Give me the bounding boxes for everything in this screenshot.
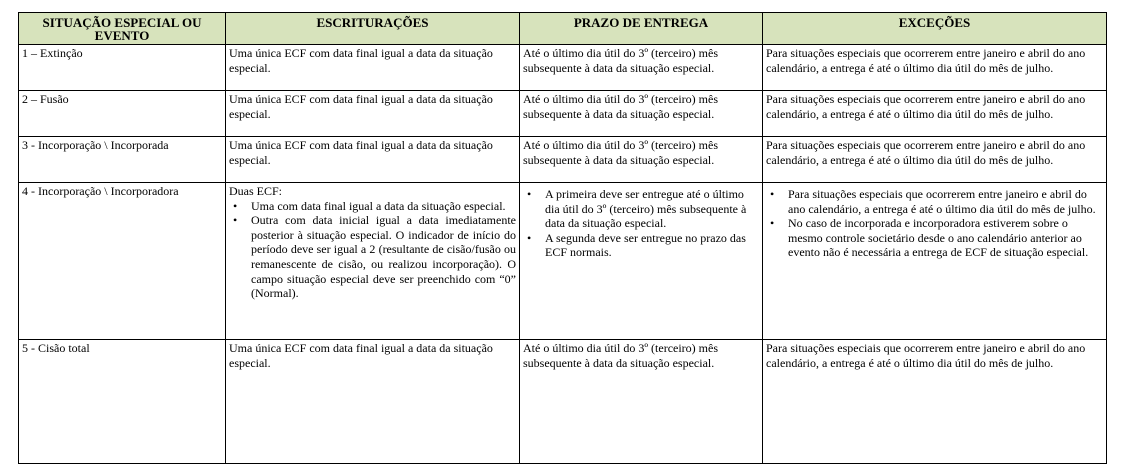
list-item [229, 213, 516, 301]
table-row [19, 91, 1107, 137]
prazo-list [523, 187, 759, 260]
cell-situacao: 2 – Fusão [19, 91, 226, 137]
list-item-text: No caso de incorporada e incorporadora estiverem sobre o mesmo controle societário desde o ano calendário anterior ao evento não é necessária a entrega de ECF de situação especial. [788, 216, 1089, 260]
cell-situacao: 5 - Cisão total [19, 340, 226, 464]
cell-prazo: Até o último dia útil do 3º (terceiro) mês subsequente à data da situação especial. [520, 45, 763, 91]
cell-escrituracoes: Uma única ECF com data final igual a data da situação especial. [226, 91, 520, 137]
header-prazo: PRAZO DE ENTREGA [520, 13, 763, 45]
bullet-icon: • [233, 198, 238, 213]
bullet-icon: • [233, 213, 238, 228]
cell-prazo: Até o último dia útil do 3º (terceiro) mês subsequente à data da situação especial. [520, 340, 763, 464]
bullet-icon: • [770, 216, 775, 231]
cell-situacao: 4 - Incorporação \ Incorporadora [19, 183, 226, 340]
bullet-icon: • [527, 230, 532, 245]
escrituracoes-list [229, 199, 516, 301]
table-row [19, 45, 1107, 91]
special-situations-table [18, 12, 1107, 464]
list-item [523, 231, 759, 260]
header-situacao: SITUAÇÃO ESPECIAL OU EVENTO [19, 13, 226, 45]
cell-excecoes: Para situações especiais que ocorrerem entre janeiro e abril do ano calendário, a entrega é até o último dia útil do mês de julho. [763, 45, 1107, 91]
bullet-icon: • [770, 187, 775, 201]
header-escrituracoes: ESCRITURAÇÕES [226, 13, 520, 45]
cell-prazo: Até o último dia útil do 3º (terceiro) mês subsequente à data da situação especial. [520, 91, 763, 137]
cell-escrituracoes: Uma única ECF com data final igual a data da situação especial. [226, 340, 520, 464]
header-row [19, 13, 1107, 45]
header-excecoes: EXCEÇÕES [763, 13, 1107, 45]
cell-escrituracoes: Uma única ECF com data final igual a data da situação especial. [226, 137, 520, 183]
excecoes-list [766, 187, 1103, 260]
cell-prazo [520, 183, 763, 340]
list-item-text: Para situações especiais que ocorrerem entre janeiro e abril do ano calendário, a entrega é até o último dia útil do mês de julho. [788, 187, 1096, 216]
cell-escrituracoes [226, 183, 520, 340]
table-row [19, 183, 1107, 340]
list-item-text: A segunda deve ser entregue no prazo das ECF normais. [545, 230, 746, 260]
cell-excecoes [763, 183, 1107, 340]
cell-excecoes: Para situações especiais que ocorrerem entre janeiro e abril do ano calendário, a entrega é até o último dia útil do mês de julho. [763, 340, 1107, 464]
cell-situacao: 3 - Incorporação \ Incorporada [19, 137, 226, 183]
list-item-text: Uma com data final igual a data da situação especial. [251, 198, 506, 213]
table-row [19, 137, 1107, 183]
list-item-text: Outra com data inicial igual a data imediatamente posterior à situação especial. O indicador de início do período deve ser igual a 2 (resultante de cisão/fusão ou remanescente de cisão, ou realizou incorporação). O campo situação especial deve ser preenchido com “0” (Normal). [251, 213, 516, 301]
cell-prazo: Até o último dia útil do 3º (terceiro) mês subsequente à data da situação especial. [520, 137, 763, 183]
escrituracoes-intro: Duas ECF: [229, 184, 283, 198]
cell-excecoes: Para situações especiais que ocorrerem entre janeiro e abril do ano calendário, a entrega é até o último dia útil do mês de julho. [763, 91, 1107, 137]
list-item [523, 187, 759, 231]
list-item [766, 187, 1103, 216]
cell-situacao: 1 – Extinção [19, 45, 226, 91]
list-item [229, 199, 516, 214]
bullet-icon: • [527, 187, 532, 201]
list-item-text: A primeira deve ser entregue até o último dia útil do 3º (terceiro) mês subsequente à data da situação especial. [545, 187, 747, 231]
table-row [19, 340, 1107, 464]
cell-escrituracoes: Uma única ECF com data final igual a data da situação especial. [226, 45, 520, 91]
cell-excecoes: Para situações especiais que ocorrerem entre janeiro e abril do ano calendário, a entrega é até o último dia útil do mês de julho. [763, 137, 1107, 183]
list-item [766, 216, 1103, 260]
